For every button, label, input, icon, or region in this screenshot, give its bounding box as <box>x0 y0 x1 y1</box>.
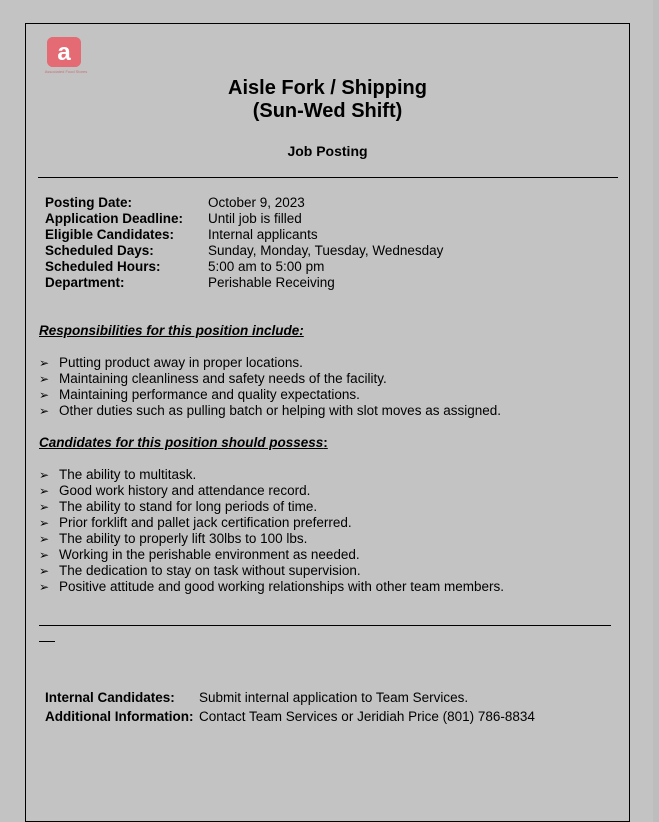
list-item <box>39 499 504 515</box>
detail-row <box>45 195 443 211</box>
list-item <box>39 403 501 419</box>
list-item <box>39 579 504 595</box>
detail-row <box>45 211 443 227</box>
arrow-bullet-icon: ➢ <box>39 548 50 562</box>
detail-value: Sunday, Monday, Tuesday, Wednesday <box>208 243 444 258</box>
list-item-text: Good work history and attendance record. <box>59 483 311 498</box>
arrow-bullet-icon: ➢ <box>39 404 50 418</box>
divider-stub <box>39 641 55 642</box>
scrollbar-thumb[interactable] <box>653 0 659 822</box>
arrow-bullet-icon: ➢ <box>39 580 50 594</box>
arrow-bullet-icon: ➢ <box>39 564 50 578</box>
list-item-text: Other duties such as pulling batch or helping with slot moves as assigned. <box>59 403 501 418</box>
footer-label: Internal Candidates: <box>45 690 175 705</box>
detail-label: Posting Date: <box>45 195 133 210</box>
posting-details <box>45 195 443 291</box>
arrow-bullet-icon: ➢ <box>39 484 50 498</box>
arrow-bullet-icon: ➢ <box>39 532 50 546</box>
footer-value: Submit internal application to Team Services. <box>199 690 469 705</box>
detail-label: Scheduled Days: <box>45 243 154 258</box>
detail-value: Until job is filled <box>208 211 302 226</box>
responsibilities-list <box>39 355 501 419</box>
responsibilities-heading: Responsibilities for this position include: <box>39 323 304 338</box>
detail-value: Internal applicants <box>208 227 318 242</box>
detail-value: Perishable Receiving <box>208 275 335 290</box>
list-item-text: Prior forklift and pallet jack certification preferred. <box>59 515 352 530</box>
detail-row <box>45 243 443 259</box>
detail-value: October 9, 2023 <box>208 195 305 210</box>
list-item-text: Working in the perishable environment as needed. <box>59 547 360 562</box>
footer-row <box>45 690 535 706</box>
list-item <box>39 371 501 387</box>
title-line-2: (Sun-Wed Shift) <box>252 100 403 122</box>
detail-row <box>45 259 443 275</box>
qualifications-heading <box>39 435 328 450</box>
arrow-bullet-icon: ➢ <box>39 356 50 370</box>
divider <box>38 177 618 178</box>
document-page <box>25 23 630 822</box>
list-item <box>39 387 501 403</box>
detail-row <box>45 275 443 291</box>
list-item-text: The dedication to stay on task without supervision. <box>59 563 361 578</box>
qualifications-heading-colon: : <box>323 435 328 450</box>
detail-row <box>45 227 443 243</box>
list-item <box>39 355 501 371</box>
detail-label: Eligible Candidates: <box>45 227 175 242</box>
list-item-text: Maintaining performance and quality expectations. <box>59 387 360 402</box>
qualifications-heading-text: Candidates for this position should possess <box>39 435 324 450</box>
list-item <box>39 467 504 483</box>
footer-value: Contact Team Services or Jeridiah Price (801) 786-8834 <box>199 709 535 724</box>
arrow-bullet-icon: ➢ <box>39 372 50 386</box>
detail-label: Department: <box>45 275 125 290</box>
list-item <box>39 563 504 579</box>
footer-row <box>45 709 535 725</box>
company-logo <box>47 37 81 67</box>
detail-value: 5:00 am to 5:00 pm <box>208 259 325 274</box>
list-item <box>39 547 504 563</box>
contact-info <box>45 690 535 728</box>
logo-caption: Associated Food Stores <box>44 69 88 74</box>
divider <box>39 625 611 626</box>
list-item-text: Putting product away in proper locations. <box>59 355 303 370</box>
list-item-text: The ability to multitask. <box>59 467 197 482</box>
list-item-text: Positive attitude and good working relationships with other team members. <box>59 579 504 594</box>
list-item-text: The ability to stand for long periods of time. <box>59 499 318 514</box>
list-item <box>39 483 504 499</box>
title-line-1: Aisle Fork / Shipping <box>228 77 427 99</box>
detail-label: Scheduled Hours: <box>45 259 161 274</box>
detail-label: Application Deadline: <box>45 211 184 226</box>
page-title <box>26 77 629 123</box>
arrow-bullet-icon: ➢ <box>39 468 50 482</box>
logo-letter: a <box>57 39 71 66</box>
list-item <box>39 531 504 547</box>
list-item <box>39 515 504 531</box>
arrow-bullet-icon: ➢ <box>39 500 50 514</box>
page-subtitle: Job Posting <box>287 143 368 159</box>
arrow-bullet-icon: ➢ <box>39 516 50 530</box>
footer-label: Additional Information: <box>45 709 194 724</box>
qualifications-list <box>39 467 504 595</box>
list-item-text: The ability to properly lift 30lbs to 100 lbs. <box>59 531 308 546</box>
list-item-text: Maintaining cleanliness and safety needs of the facility. <box>59 371 387 386</box>
arrow-bullet-icon: ➢ <box>39 388 50 402</box>
scrollbar-track[interactable] <box>653 0 659 822</box>
